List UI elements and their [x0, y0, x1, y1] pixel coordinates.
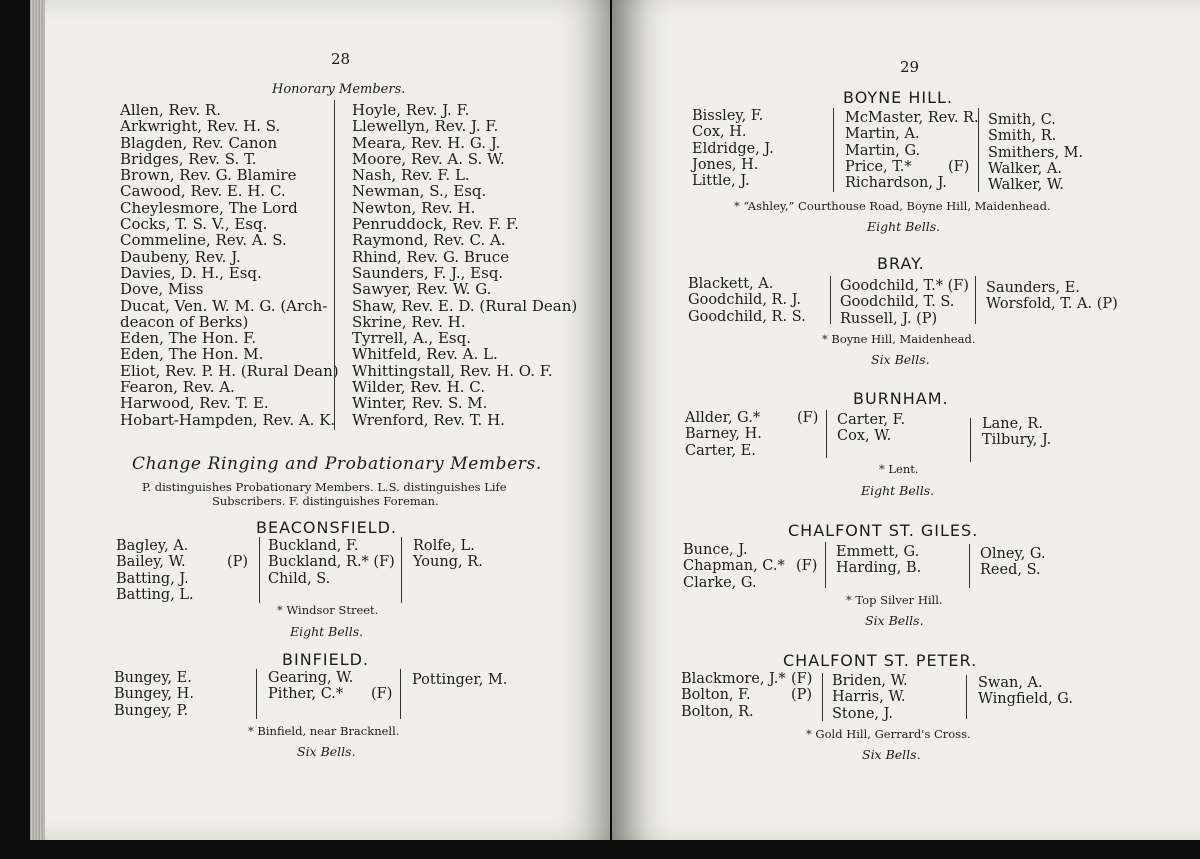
bray-col-2: [840, 278, 969, 327]
member-name: Buckland, R.* (F): [268, 554, 395, 571]
member-name: Newman, S., Esq.: [352, 182, 487, 201]
member-name: (P): [791, 687, 813, 704]
burnham-col-1: [685, 410, 762, 459]
member-name: Eliot, Rev. P. H. (Rural Dean): [120, 361, 339, 380]
member-name: Brown, Rev. G. Blamire: [120, 166, 297, 185]
right-page-number: 29: [900, 58, 920, 76]
chalfont-st-giles-col-1: [683, 542, 785, 591]
member-name: Goodchild, T. S.: [840, 294, 955, 311]
member-name: Briden, W.: [832, 673, 908, 689]
member-name: Blagden, Rev. Canon: [120, 133, 278, 152]
beaconsfield-col-3: [413, 538, 483, 571]
member-name: Chapman, C.*: [683, 558, 785, 575]
member-name: Carter, E.: [685, 442, 756, 459]
binfield-tag: (F): [371, 686, 393, 702]
member-name: Pither, C.*: [268, 686, 344, 703]
member-name: Ducat, Ven. W. M. G. (Arch-: [120, 296, 328, 315]
member-name: Jones, H.: [692, 156, 759, 173]
column-divider: [259, 537, 260, 603]
bray-col-3: [986, 280, 1118, 313]
member-name: Goodchild, R. S.: [688, 308, 806, 325]
member-name: Hobart-Hampden, Rev. A. K.: [120, 410, 336, 429]
member-name: Harding, B.: [836, 560, 922, 577]
member-name: Cox, W.: [837, 428, 892, 445]
member-name: Cawood, Rev. E. H. C.: [120, 182, 286, 201]
tower-heading-burnham: BURNHAM.: [853, 389, 949, 408]
left-page-number: 28: [331, 50, 351, 68]
member-name: Bridges, Rev. S. T.: [120, 149, 257, 168]
member-name: Raymond, Rev. C. A.: [352, 231, 506, 250]
member-name: Cox, H.: [692, 124, 747, 141]
column-divider: [825, 542, 826, 588]
member-name: Worsfold, T. A. (P): [986, 296, 1118, 313]
member-name: Daubeny, Rev. J.: [120, 247, 241, 266]
column-divider: [830, 276, 831, 324]
tower-heading-boyne-hill: BOYNE HILL.: [843, 88, 954, 107]
column-divider: [970, 418, 971, 462]
bray-bells: Six Bells.: [871, 352, 930, 367]
member-name: Winter, Rev. S. M.: [352, 394, 488, 413]
member-name: Bungey, E.: [114, 670, 192, 686]
member-name: Reed, S.: [980, 562, 1041, 579]
member-name: Fearon, Rev. A.: [120, 378, 235, 397]
legend-line-2: Subscribers. F. distinguishes Foreman.: [212, 494, 439, 508]
beaconsfield-tag: (P): [227, 554, 249, 570]
member-name: Meara, Rev. H. G. J.: [352, 133, 501, 152]
binfield-address: * Binfield, near Bracknell.: [248, 724, 400, 738]
column-divider: [966, 675, 967, 719]
tower-heading-beaconsfield: BEACONSFIELD.: [256, 518, 397, 537]
member-name: Olney, G.: [980, 546, 1046, 562]
member-name: Little, J.: [692, 173, 750, 190]
member-name: Carter, F.: [837, 412, 906, 428]
column-divider: [334, 100, 335, 430]
column-divider: [969, 544, 970, 588]
column-divider: [401, 537, 402, 603]
member-name: Swan, A.: [978, 675, 1043, 691]
member-name: Smith, C.: [988, 112, 1056, 128]
member-name: Bungey, P.: [114, 702, 189, 719]
burnham-bells: Eight Bells.: [861, 483, 935, 498]
beaconsfield-bells: Eight Bells.: [290, 624, 364, 639]
chalfont-st-giles-address: * Top Silver Hill.: [846, 593, 943, 607]
member-name: Saunders, F. J., Esq.: [352, 263, 504, 282]
member-name: Bagley, A.: [116, 538, 189, 554]
member-name: Whittingstall, Rev. H. O. F.: [352, 361, 553, 380]
member-name: Smithers, M.: [988, 144, 1084, 161]
member-name: Hoyle, Rev. J. F.: [352, 101, 470, 119]
member-name: Llewellyn, Rev. J. F.: [352, 117, 499, 136]
member-name: Lane, R.: [982, 416, 1043, 432]
member-name: Young, R.: [413, 554, 483, 571]
chalfont-st-giles-col-3: [980, 546, 1046, 579]
member-name: Clarke, G.: [683, 574, 757, 591]
member-name: Stone, J.: [832, 705, 893, 722]
member-name: Cheylesmore, The Lord: [120, 198, 298, 217]
member-name: Richardson, J.: [845, 175, 947, 192]
bray-col-1: [688, 276, 806, 325]
member-name: Martin, G.: [845, 142, 921, 159]
member-name: Dove, Miss: [120, 280, 204, 299]
column-divider: [975, 276, 976, 324]
member-name: Saunders, E.: [986, 280, 1080, 296]
chalfont-st-peter-bells: Six Bells.: [862, 747, 921, 762]
member-name: deacon of Berks): [120, 312, 249, 331]
column-divider: [833, 108, 834, 192]
member-name: Allder, G.*: [685, 410, 761, 426]
member-name: Emmett, G.: [836, 544, 920, 560]
member-name: Arkwright, Rev. H. S.: [120, 117, 281, 136]
member-name: Tilbury, J.: [982, 432, 1052, 449]
change-ringing-title: Change Ringing and Probationary Members.: [132, 454, 542, 474]
member-name: Price, T.*: [845, 158, 912, 175]
boyne-hill-col-3: [988, 112, 1083, 193]
member-name: Tyrrell, A., Esq.: [352, 329, 471, 348]
member-name: Wilder, Rev. H. C.: [352, 378, 486, 397]
honorary-members-title: Honorary Members.: [272, 82, 406, 97]
member-name: Harwood, Rev. T. E.: [120, 394, 269, 413]
member-name: Cocks, T. S. V., Esq.: [120, 215, 268, 234]
member-name: Wingfield, G.: [978, 691, 1073, 708]
member-name: Whitfeld, Rev. A. L.: [352, 345, 498, 364]
column-divider: [400, 669, 401, 719]
member-name: Bissley, F.: [692, 108, 764, 124]
member-name: Buckland, F.: [268, 538, 359, 554]
member-name: Barney, H.: [685, 426, 762, 443]
member-name: Walker, A.: [988, 160, 1062, 177]
member-name: Harris, W.: [832, 689, 906, 706]
binfield-bells: Six Bells.: [297, 744, 356, 759]
tower-heading-chalfont-st-peter: CHALFONT ST. PETER.: [783, 651, 978, 670]
member-name: Bunce, J.: [683, 542, 748, 558]
member-name: Blackett, A.: [688, 276, 774, 292]
tower-heading-binfield: BINFIELD.: [282, 650, 370, 669]
boyne-hill-bells: Eight Bells.: [867, 219, 941, 234]
chalfont-st-peter-col-2: [832, 673, 908, 722]
member-name: Walker, W.: [988, 177, 1064, 194]
member-name: Skrine, Rev. H.: [352, 312, 466, 331]
member-name: Commeline, Rev. A. S.: [120, 231, 287, 250]
member-name: Eldridge, J.: [692, 140, 774, 157]
honorary-members-right-column: [352, 102, 577, 428]
member-name: McMaster, Rev. R.: [845, 110, 979, 126]
member-name: Sawyer, Rev. W. G.: [352, 280, 492, 299]
burnham-col-3: [982, 416, 1051, 449]
burnham-address: * Lent.: [879, 462, 919, 476]
tower-heading-chalfont-st-giles: CHALFONT ST. GILES.: [788, 521, 979, 540]
column-divider: [822, 673, 823, 721]
beaconsfield-address: * Windsor Street.: [277, 603, 379, 617]
beaconsfield-col-1: [116, 538, 194, 603]
member-name: Rhind, Rev. G. Bruce: [352, 247, 510, 266]
honorary-members-left-column: [120, 102, 339, 428]
member-name: Bungey, H.: [114, 686, 194, 703]
boyne-hill-col-2: [845, 110, 979, 191]
member-name: Blackmore, J.*: [681, 671, 786, 687]
binfield-col-2: [268, 670, 353, 703]
beaconsfield-col-2: [268, 538, 395, 587]
page-edges: [30, 0, 46, 840]
member-name: Newton, Rev. H.: [352, 198, 476, 217]
member-name: Shaw, Rev. E. D. (Rural Dean): [352, 296, 578, 315]
chalfont-st-peter-col-1: [681, 671, 786, 720]
chalfont-st-giles-tag: (F): [796, 558, 818, 574]
member-name: Bolton, R.: [681, 703, 754, 720]
binfield-col-3: [412, 672, 507, 688]
bray-address: * Boyne Hill, Maidenhead.: [822, 332, 976, 346]
column-divider: [256, 669, 257, 719]
member-name: (F): [791, 671, 813, 687]
member-name: Eden, The Hon. M.: [120, 345, 264, 364]
member-name: Batting, J.: [116, 570, 189, 587]
column-divider: [978, 108, 979, 192]
member-name: Smith, R.: [988, 128, 1057, 145]
chalfont-st-peter-address: * Gold Hill, Gerrard's Cross.: [806, 727, 971, 741]
member-name: Davies, D. H., Esq.: [120, 263, 262, 282]
burnham-tag: (F): [797, 410, 819, 426]
column-divider: [826, 410, 827, 458]
legend-line-1: P. distinguishes Probationary Members. L.S. distinguishes Life: [142, 480, 507, 494]
member-name: Eden, The Hon. F.: [120, 329, 257, 348]
tower-heading-bray: BRAY.: [877, 254, 925, 273]
member-name: Moore, Rev. A. S. W.: [352, 149, 505, 168]
burnham-col-2: [837, 412, 905, 445]
member-name: Russell, J. (P): [840, 310, 938, 327]
member-name: Goodchild, R. J.: [688, 292, 801, 309]
member-name: Gearing, W.: [268, 670, 354, 686]
chalfont-st-giles-bells: Six Bells.: [865, 613, 924, 628]
member-name: Goodchild, T.* (F): [840, 278, 969, 294]
member-name: Rolfe, L.: [413, 538, 475, 554]
chalfont-st-giles-col-2: [836, 544, 921, 577]
member-name: Penruddock, Rev. F. F.: [352, 215, 519, 234]
member-name: Bailey, W.: [116, 554, 186, 571]
member-name: Allen, Rev. R.: [120, 101, 221, 119]
member-name: Pottinger, M.: [412, 672, 508, 688]
member-name: Martin, A.: [845, 126, 920, 143]
binfield-col-1: [114, 670, 194, 719]
chalfont-st-peter-col-3: [978, 675, 1073, 708]
member-name: Wrenford, Rev. T. H.: [352, 410, 505, 429]
chalfont-st-peter-tags: [791, 671, 812, 704]
member-name: Child, S.: [268, 570, 331, 587]
boyne-hill-tag: (F): [948, 159, 970, 175]
member-name: Batting, L.: [116, 586, 194, 603]
member-name: Nash, Rev. F. L.: [352, 166, 470, 185]
member-name: Bolton, F.: [681, 687, 751, 704]
boyne-hill-address: * “Ashley,” Courthouse Road, Boyne Hill, Maidenhead.: [734, 199, 1051, 213]
boyne-hill-col-1: [692, 108, 774, 189]
